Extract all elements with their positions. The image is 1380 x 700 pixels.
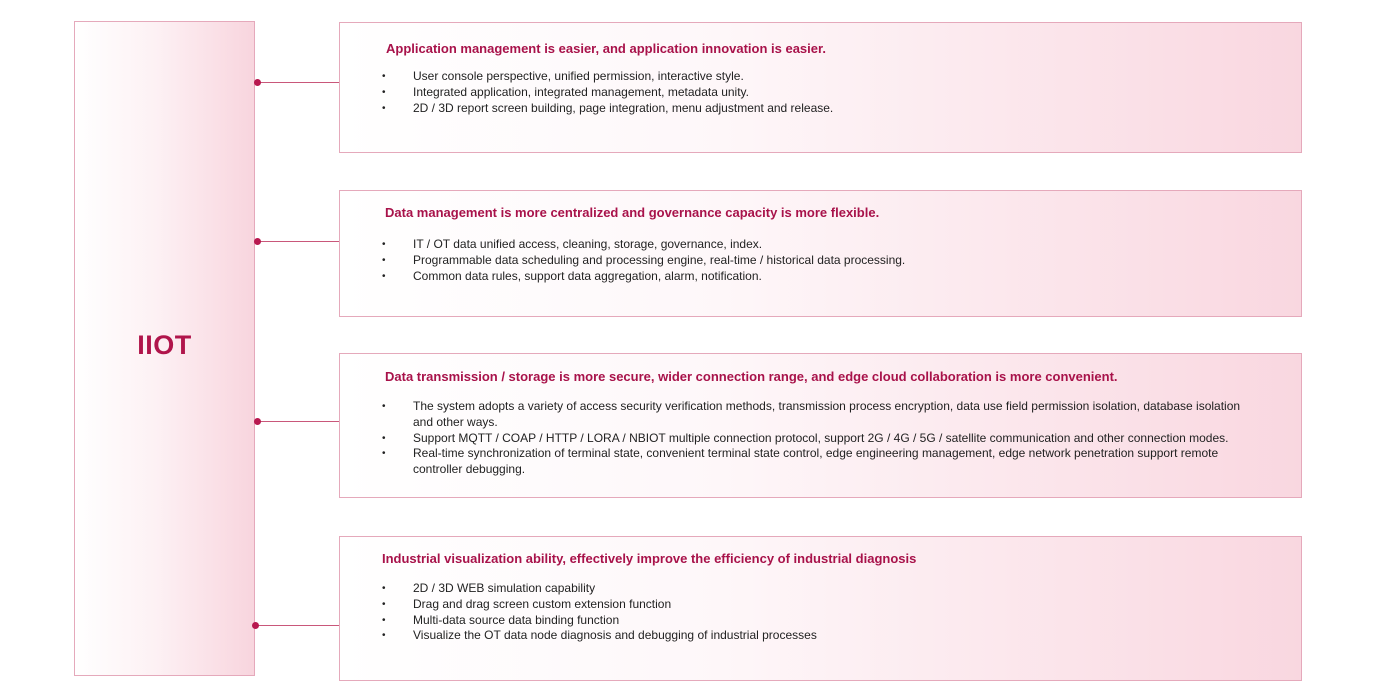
list-item: • Common data rules, support data aggregation, alarm, notification. [382, 269, 1261, 285]
list-item: • Integrated application, integrated management, metadata unity. [382, 85, 1261, 101]
card-title: Industrial visualization ability, effectively improve the efficiency of industrial diagnosis [382, 551, 917, 566]
connector-dot-2 [254, 238, 261, 245]
list-item: • User console perspective, unified permission, interactive style. [382, 69, 1261, 85]
connector-line-2 [257, 241, 340, 242]
card-bullet-list [382, 237, 1261, 284]
list-item: • Support MQTT / COAP / HTTP / LORA / NBIOT multiple connection protocol, support 2G / 4G / 5G / satellite communication and other connection modes. [382, 431, 1261, 447]
card-bullet-list [382, 69, 1261, 116]
feature-card-data-transmission [339, 353, 1302, 498]
card-bullet-list [382, 581, 1261, 644]
feature-card-application [339, 22, 1302, 153]
list-item: • Visualize the OT data node diagnosis and debugging of industrial processes [382, 628, 1261, 644]
card-title: Data transmission / storage is more secure, wider connection range, and edge cloud collaboration is more convenient. [385, 369, 1118, 384]
card-title: Application management is easier, and application innovation is easier. [386, 41, 826, 56]
iiot-hub-panel [74, 21, 255, 676]
connector-dot-3 [254, 418, 261, 425]
list-item: • The system adopts a variety of access security verification methods, transmission process encryption, data use field permission isolation, database isolation and other ways. [382, 399, 1261, 431]
iiot-hub-title: IIOT [137, 330, 192, 360]
card-title: Data management is more centralized and governance capacity is more flexible. [385, 205, 880, 220]
feature-card-data-management [339, 190, 1302, 317]
connector-line-4 [257, 625, 340, 626]
list-item: • Real-time synchronization of terminal state, convenient terminal state control, edge engineering management, edge network penetration support remote controller debugging. [382, 446, 1261, 478]
list-item: • Programmable data scheduling and processing engine, real-time / historical data processing. [382, 253, 1261, 269]
connector-dot-1 [254, 79, 261, 86]
list-item: • Drag and drag screen custom extension function [382, 597, 1261, 613]
list-item: • IT / OT data unified access, cleaning, storage, governance, index. [382, 237, 1261, 253]
connector-line-3 [257, 421, 340, 422]
list-item: • Multi-data source data binding function [382, 613, 1261, 629]
card-bullet-list [382, 399, 1261, 478]
connector-line-1 [257, 82, 340, 83]
connector-dot-4 [252, 622, 259, 629]
list-item: • 2D / 3D report screen building, page integration, menu adjustment and release. [382, 101, 1261, 117]
feature-card-visualization [339, 536, 1302, 681]
list-item: • 2D / 3D WEB simulation capability [382, 581, 1261, 597]
